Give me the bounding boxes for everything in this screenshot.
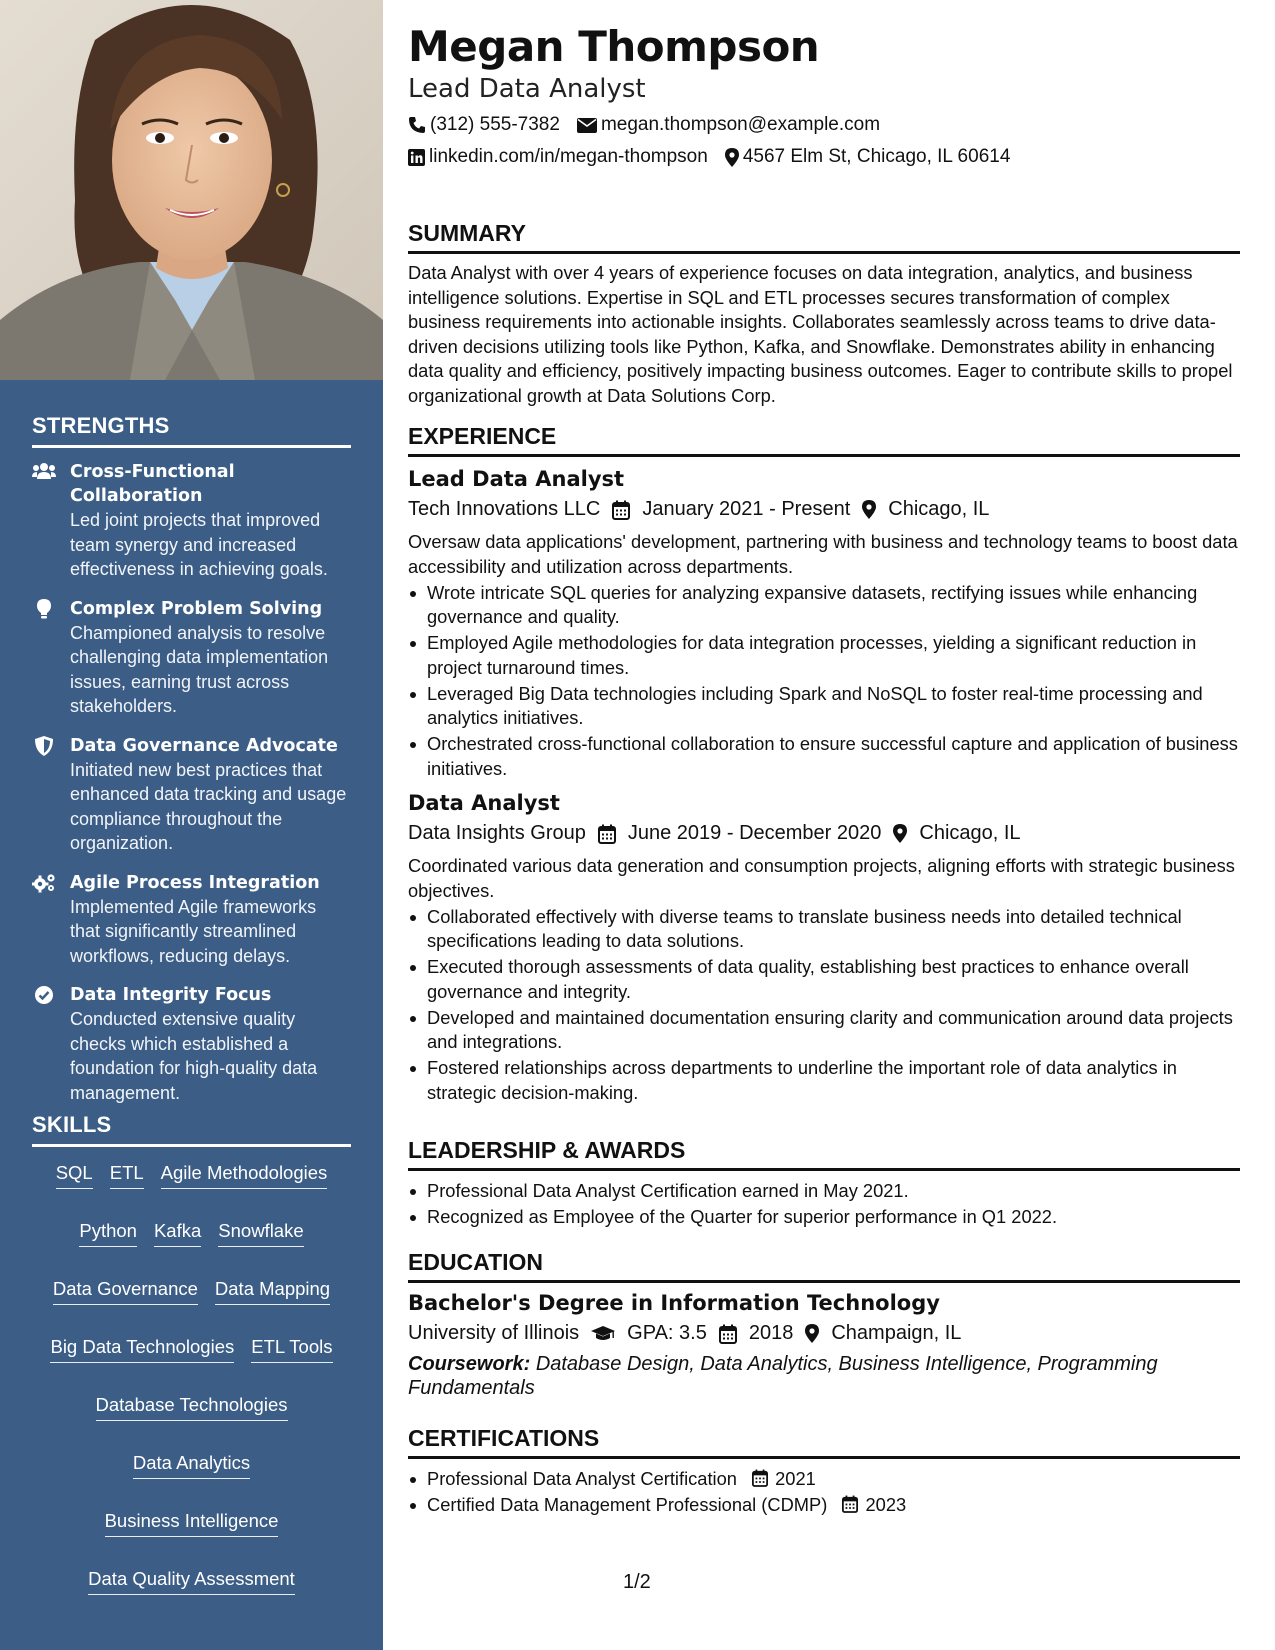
- experience-heading: EXPERIENCE: [408, 423, 1240, 457]
- leadership-list: [408, 1179, 1240, 1230]
- job-dates: [612, 498, 850, 521]
- linkedin-text[interactable]: linkedin.com/in/megan-thompson: [429, 146, 708, 167]
- education-section: [408, 1249, 1240, 1400]
- address-text: 4567 Elm St, Chicago, IL 60614: [742, 146, 1011, 167]
- email-text[interactable]: megan.thompson@example.com: [600, 114, 881, 135]
- job-location: [893, 822, 1020, 845]
- certification-item: [408, 1467, 1240, 1492]
- job-company: Tech Innovations LLC: [408, 498, 601, 520]
- job-bullet: Leveraged Big Data technologies including Spark and NoSQL to foster real-time processing and analytics initiatives.: [408, 682, 1240, 731]
- certification-year: 2023: [865, 1494, 907, 1515]
- summary-text: Data Analyst with over 4 years of experience focuses on data integration, analytics, and business intelligence solutions. Expertise in SQL and ETL processes secures transformation of complex business requirements into actionable insights. Collaborates seamlessly across teams to drive data-driven decisions utilizing tools like Python, Kafka, and Snowflake. Demonstrates ability in enhancing data quality and efficiency, positively impacting business outcomes. Eager to contribute skills to propel organizational growth at Data Solutions Corp.: [408, 262, 1233, 406]
- profile-photo: [0, 0, 383, 380]
- job-meta: [408, 498, 1240, 521]
- calendar-icon: [598, 824, 616, 844]
- map-pin-icon: [893, 824, 907, 843]
- job-title: Data Analyst: [408, 791, 560, 815]
- gpa-text: GPA: 3.5: [627, 1322, 707, 1344]
- map-pin-icon: [862, 500, 876, 519]
- job-intro: Oversaw data applications' development, partnering with business and technology teams to boost data accessibility and utilization across departments.: [408, 531, 1238, 577]
- strength-description: Implemented Agile frameworks that significantly streamlined workflows, reducing delays.: [70, 896, 317, 966]
- skill-tag: Data Governance: [53, 1277, 198, 1305]
- strength-item: [32, 734, 351, 856]
- skills-heading: SKILLS: [32, 1112, 351, 1147]
- skill-tag: Snowflake: [218, 1219, 303, 1247]
- calendar-icon: [719, 1324, 737, 1344]
- skill-tag: ETL Tools: [251, 1335, 332, 1363]
- address-contact: [725, 146, 1011, 168]
- strength-description: Led joint projects that improved team synergy and increased effectiveness in achieving goals.: [70, 510, 328, 579]
- map-pin-icon: [805, 1324, 819, 1343]
- job-location-text: Chicago, IL: [919, 822, 1021, 844]
- skill-tag: Python: [79, 1219, 137, 1247]
- job-bullet: Fostered relationships across departments to underline the important role of data analytics in strategic decision-making.: [408, 1056, 1240, 1105]
- certification-item: [408, 1493, 1240, 1518]
- certifications-section: [408, 1425, 1240, 1518]
- job-company: Data Insights Group: [408, 822, 586, 844]
- skill-tag: Data Quality Assessment: [88, 1567, 295, 1595]
- strengths-section: [32, 413, 351, 1105]
- graduation-cap-icon: [591, 1326, 615, 1342]
- contact-row: [408, 146, 1027, 168]
- strength-item: [32, 460, 351, 582]
- skill-tag: Agile Methodologies: [161, 1161, 328, 1189]
- calendar-icon: [612, 500, 630, 520]
- job-entry: [408, 467, 1240, 781]
- strengths-heading: STRENGTHS: [32, 413, 351, 448]
- skills-list: [32, 1161, 351, 1595]
- certification-year: 2021: [775, 1468, 816, 1489]
- job-bullet: Executed thorough assessments of data quality, establishing best practices to enhance overall governance and integrity.: [408, 955, 1240, 1004]
- job-bullet: Developed and maintained documentation ensuring clarity and communication around data projects and integrations.: [408, 1006, 1240, 1055]
- candidate-name: Megan Thompson: [408, 22, 820, 71]
- job-bullet: Orchestrated cross-functional collaboration to ensure successful capture and application of business initiatives.: [408, 732, 1240, 781]
- strength-title: Data Governance Advocate: [70, 735, 338, 756]
- calendar-icon: [842, 1495, 858, 1513]
- certification-name: Certified Data Management Professional (CDMP): [427, 1494, 828, 1515]
- coursework-label: Coursework:: [408, 1353, 531, 1375]
- check-circle-icon: [32, 985, 56, 1005]
- skill-tag: Kafka: [154, 1219, 201, 1247]
- map-pin-icon: [725, 148, 739, 167]
- linkedin-contact[interactable]: [408, 146, 708, 168]
- shield-icon: [32, 736, 56, 756]
- summary-heading: SUMMARY: [408, 220, 1240, 254]
- skill-tag: ETL: [110, 1161, 144, 1189]
- job-location-text: Chicago, IL: [888, 498, 990, 520]
- strength-description: Championed analysis to resolve challenging data implementation issues, earning trust across stakeholders.: [70, 622, 329, 716]
- leadership-heading: LEADERSHIP & AWARDS: [408, 1137, 1240, 1171]
- summary-section: [408, 220, 1240, 408]
- education-meta: [408, 1322, 1240, 1345]
- certifications-heading: CERTIFICATIONS: [408, 1425, 1240, 1459]
- job-bullet: Wrote intricate SQL queries for analyzing expansive datasets, rectifying issues while enhancing governance and quality.: [408, 581, 1240, 630]
- strength-item: [32, 983, 351, 1105]
- skills-section: [32, 1112, 351, 1595]
- skill-tag: SQL: [56, 1161, 93, 1189]
- job-bullet: Employed Agile methodologies for data integration processes, yielding a significant reduction in project turnaround times.: [408, 631, 1240, 680]
- phone-contact: [408, 114, 560, 136]
- users-icon: [32, 462, 56, 482]
- strength-item: [32, 597, 351, 719]
- education-gpa: [591, 1322, 707, 1345]
- job-meta: [408, 822, 1240, 845]
- phone-text: (312) 555-7382: [430, 114, 560, 135]
- email-contact[interactable]: [577, 114, 880, 136]
- job-dates-text: January 2021 - Present: [642, 498, 851, 520]
- job-title: Lead Data Analyst: [408, 467, 625, 491]
- award-item: Professional Data Analyst Certification earned in May 2021.: [408, 1179, 1240, 1204]
- lightbulb-icon: [32, 599, 56, 619]
- education-heading: EDUCATION: [408, 1249, 1240, 1283]
- calendar-icon: [752, 1469, 768, 1487]
- strength-description: Conducted extensive quality checks which established a foundation for high-quality data management.: [70, 1009, 318, 1103]
- job-bullets: [408, 905, 1240, 1106]
- sidebar: [0, 0, 383, 1650]
- location-text: Champaign, IL: [831, 1322, 962, 1344]
- strength-title: Agile Process Integration: [70, 872, 320, 893]
- award-item: Recognized as Employee of the Quarter for superior performance in Q1 2022.: [408, 1205, 1240, 1230]
- education-location: [805, 1322, 961, 1345]
- strength-description: Initiated new best practices that enhanced data tracking and usage compliance throughout the organization.: [70, 759, 347, 853]
- job-intro: Coordinated various data generation and consumption projects, aligning efforts with strategic business objectives.: [408, 855, 1235, 901]
- strength-title: Data Integrity Focus: [70, 985, 272, 1005]
- year-text: 2018: [748, 1322, 794, 1344]
- job-location: [862, 498, 989, 521]
- degree-title: Bachelor's Degree in Information Technology: [408, 1291, 940, 1315]
- certifications-list: [408, 1467, 1240, 1518]
- candidate-role: Lead Data Analyst: [408, 74, 646, 104]
- page-number: 1/2: [623, 1571, 651, 1593]
- certification-name: Professional Data Analyst Certification: [427, 1468, 737, 1489]
- strength-item: [32, 871, 351, 969]
- skill-tag: Data Mapping: [215, 1277, 330, 1305]
- job-bullets: [408, 581, 1240, 782]
- coursework-text: Database Design, Data Analytics, Business Intelligence, Programming Fundamentals: [408, 1353, 1158, 1399]
- job-bullet: Collaborated effectively with diverse teams to translate business needs into detailed technical specifications leading to data solutions.: [408, 905, 1240, 954]
- school-name: University of Illinois: [408, 1322, 580, 1344]
- job-dates-text: June 2019 - December 2020: [627, 822, 882, 844]
- job-entry: [408, 791, 1240, 1105]
- skill-tag: Database Technologies: [96, 1393, 288, 1421]
- gears-icon: [32, 873, 56, 893]
- strength-title: Complex Problem Solving: [70, 598, 323, 619]
- envelope-icon: [577, 118, 597, 133]
- skill-tag: Data Analytics: [133, 1451, 250, 1479]
- linkedin-icon: [408, 149, 425, 166]
- leadership-section: [408, 1137, 1240, 1230]
- phone-icon: [408, 116, 426, 134]
- strength-title: Cross-Functional Collaboration: [70, 462, 235, 506]
- skill-tag: Business Intelligence: [105, 1509, 279, 1537]
- contact-row: [408, 114, 897, 136]
- education-year: [719, 1322, 794, 1345]
- experience-section: [408, 423, 1240, 1105]
- skill-tag: Big Data Technologies: [50, 1335, 234, 1363]
- coursework: [408, 1352, 1240, 1400]
- job-dates: [598, 822, 882, 845]
